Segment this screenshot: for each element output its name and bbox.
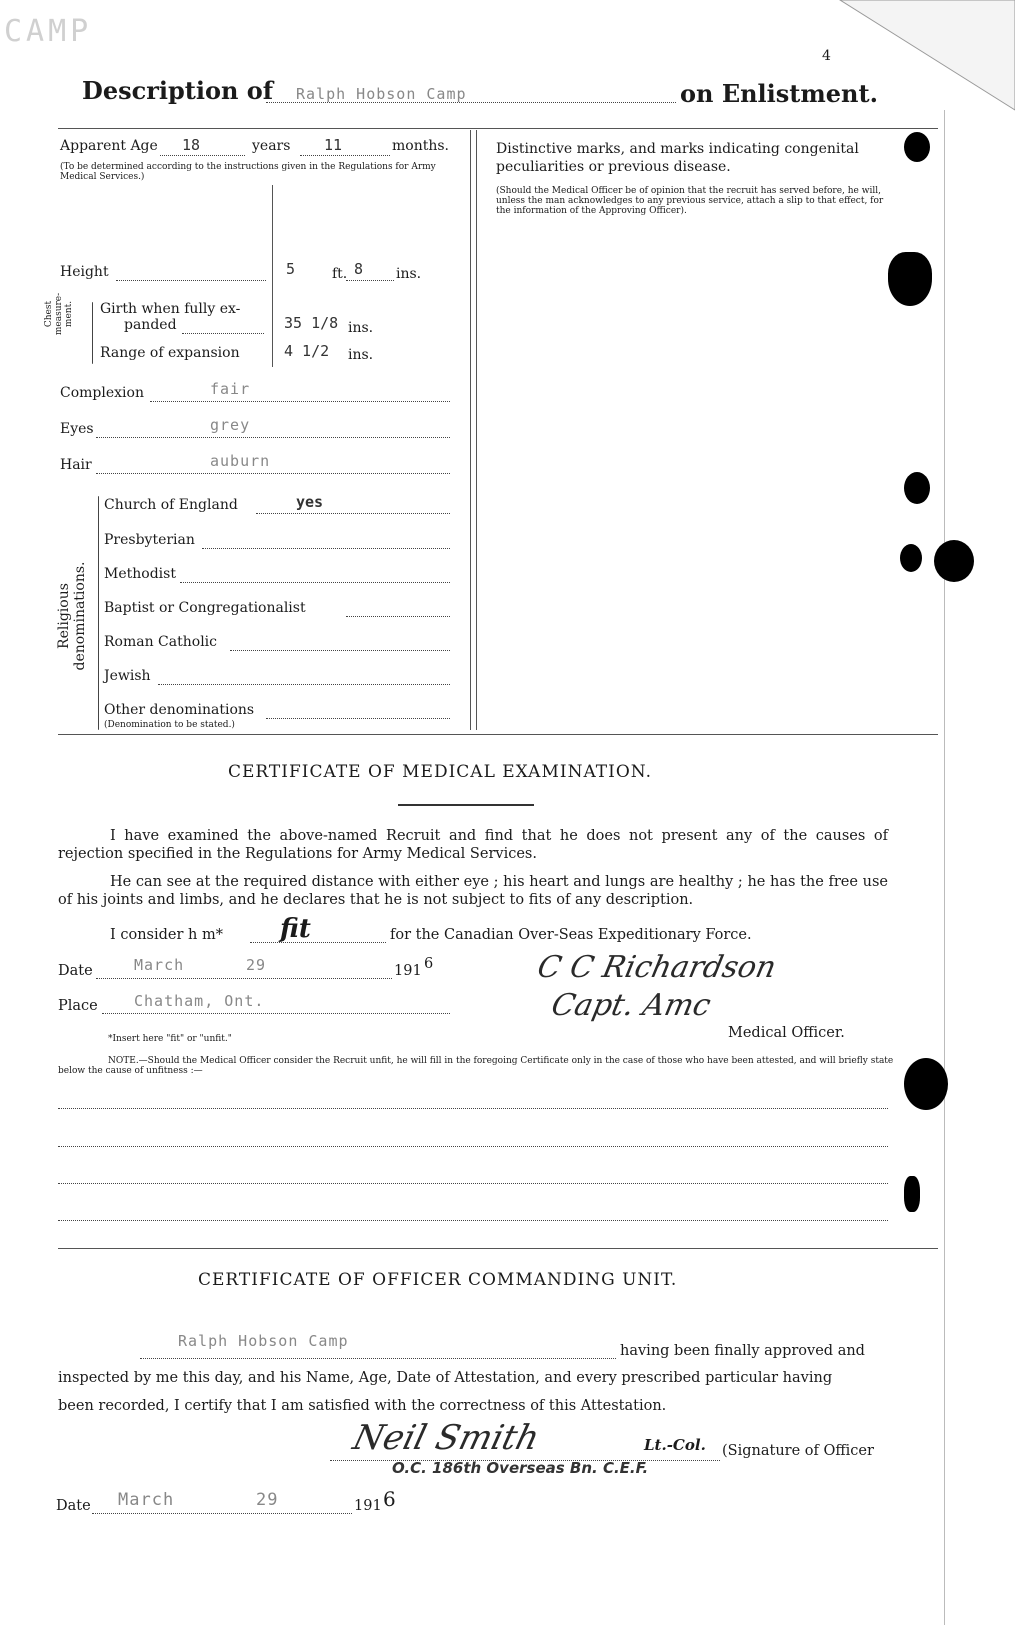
officer-unit-stamp: O.C. 186th Overseas Bn. C.E.F. [392, 1459, 649, 1477]
unfitness-line [58, 1183, 888, 1184]
complexion-value: fair [210, 380, 251, 398]
medical-para-2: He can see at the required distance with either eye ; his heart and lungs are healthy ; he has the free use of his joints and limbs, and he declares that he is not subject to fits of any description. [58, 874, 888, 908]
unfitness-line [58, 1220, 888, 1221]
religion-line [266, 718, 450, 719]
religion-line [202, 548, 450, 549]
age-months-label: months. [392, 138, 449, 154]
faded-stamp: CAMP [4, 14, 93, 49]
eyes-line [96, 437, 450, 438]
religion-item-label: Baptist or Congregationalist [104, 600, 306, 616]
officer-rank: Lt.-Col. [644, 1436, 706, 1454]
religion-item-value: yes [296, 493, 324, 511]
girth-value: 35 1/8 [284, 314, 339, 332]
binder-hole [904, 1058, 948, 1110]
officer-date-year-digit: 6 [383, 1487, 396, 1511]
consider-value: fit [280, 914, 311, 944]
age-note: (To be determined according to the instructions given in the Regulations for Army Medical Services.) [60, 162, 436, 182]
height-in-label: ins. [396, 266, 422, 282]
chest-side-label: Chest measure-ment. [44, 292, 74, 336]
complexion-line [150, 401, 450, 402]
form-top-border [58, 128, 938, 129]
medical-signature: C C Richardson [534, 950, 780, 985]
recruit-name: Ralph Hobson Camp [296, 85, 467, 103]
page-right-edge [944, 110, 945, 1625]
religion-brace [98, 496, 99, 730]
column-divider [470, 130, 471, 730]
hair-value: auburn [210, 452, 271, 470]
religion-item-label: Other denominations [104, 702, 255, 718]
binder-hole [904, 472, 930, 504]
officer-signature: Neil Smith [349, 1418, 544, 1458]
officer-name-line [140, 1358, 616, 1359]
religion-line [346, 616, 450, 617]
officer-line-3: been recorded, I certify that I am satisfied with the correctness of this Attestation. [58, 1398, 667, 1414]
medical-date-label: Date [58, 963, 93, 979]
religion-item-label: Methodist [104, 566, 176, 582]
girth-line [182, 333, 264, 334]
age-months-line [300, 155, 390, 156]
religion-line [158, 684, 450, 685]
age-months-value: 11 [324, 136, 343, 154]
binder-hole [900, 544, 922, 572]
religion-side-label: Religious denominations. [56, 561, 88, 671]
medical-para-1: I have examined the above-named Recruit and find that he does not present any of the causes of rejection specified in the Regulations for Army Medical Services. [58, 828, 888, 862]
eyes-value: grey [210, 416, 251, 434]
height-ft-value: 5 [286, 260, 296, 278]
place-label: Place [58, 998, 98, 1014]
officer-date-day: 29 [256, 1490, 279, 1510]
binder-hole [888, 252, 932, 306]
age-years-line [160, 155, 245, 156]
girth-label-2: panded [124, 317, 177, 333]
range-value: 4 1/2 [284, 342, 330, 360]
binder-hole [904, 132, 930, 162]
height-line [116, 280, 266, 281]
section-divider [58, 734, 938, 735]
age-label: Apparent Age [60, 138, 158, 154]
measure-divider [272, 185, 273, 367]
medical-date-day: 29 [246, 956, 267, 974]
hair-line [96, 473, 450, 474]
range-label: Range of expansion [100, 345, 240, 361]
consider-prefix: I consider h m* [110, 927, 223, 943]
age-years-label: years [252, 138, 291, 154]
officer-date-line [92, 1513, 352, 1514]
medical-heading-rule [398, 804, 534, 806]
religion-item-label: Presbyterian [104, 532, 195, 548]
medical-officer-title: Medical Officer. [728, 1025, 845, 1041]
height-in-value: 8 [354, 260, 364, 278]
page-mark: 4 [822, 48, 831, 64]
unfitness-line [58, 1108, 888, 1109]
complexion-label: Complexion [60, 385, 144, 401]
religion-item-label: Roman Catholic [104, 634, 217, 650]
religion-line [230, 650, 450, 651]
section-divider [58, 1248, 938, 1249]
religion-line [180, 582, 450, 583]
officer-recruit-name: Ralph Hobson Camp [178, 1332, 349, 1350]
range-unit: ins. [348, 347, 374, 363]
age-years-value: 18 [182, 136, 201, 154]
title-prefix: Description of [82, 76, 274, 105]
unfit-note: NOTE.—Should the Medical Officer consider the Recruit unfit, he will fill in the foregoing Certificate only in the case of those who have been attested, and will briefly state below the cause of unfitness :— [58, 1056, 894, 1076]
religion-other-note: (Denomination to be stated.) [104, 720, 235, 730]
insert-note: *Insert here "fit" or "unfit." [108, 1034, 232, 1044]
officer-line-2: inspected by me this day, and his Name, Age, Date of Attestation, and every prescribed particular having [58, 1370, 833, 1386]
hair-label: Hair [60, 457, 92, 473]
unfitness-line [58, 1146, 888, 1147]
officer-line-1-suffix: having been finally approved and [620, 1343, 865, 1359]
chest-brace [92, 302, 93, 364]
medical-date-line [96, 978, 392, 979]
girth-label-1: Girth when fully ex- [100, 301, 241, 317]
officer-signature-label: (Signature of Officer [722, 1443, 874, 1459]
place-value: Chatham, Ont. [134, 992, 265, 1010]
medical-date-month: March [134, 956, 185, 974]
height-in-line [346, 280, 394, 281]
title-suffix: on Enlistment. [680, 79, 878, 108]
place-line [102, 1013, 450, 1014]
consider-line [250, 942, 386, 943]
medical-date-year-digit: 6 [424, 956, 434, 972]
distinctive-label: Distinctive marks, and marks indicating congenital peculiarities or previous disease. [496, 141, 859, 175]
column-divider-2 [476, 130, 477, 730]
medical-signature-rank: Capt. Amc [548, 988, 714, 1023]
eyes-label: Eyes [60, 421, 94, 437]
distinctive-note: (Should the Medical Officer be of opinion that the recruit has served before, he will, unless the man acknowledges to any previous service, attach a slip to that effect, for the information of the Approving Officer). [496, 186, 884, 216]
religion-item-label: Jewish [104, 668, 151, 684]
binder-hole [934, 540, 974, 582]
medical-date-year-prefix: 191 [394, 963, 422, 979]
officer-date-label: Date [56, 1498, 91, 1514]
officer-date-month: March [118, 1490, 175, 1510]
consider-suffix: for the Canadian Over-Seas Expeditionary Force. [390, 927, 752, 943]
religion-line [256, 513, 450, 514]
religion-item-label: Church of England [104, 497, 238, 513]
medical-heading: CERTIFICATE OF MEDICAL EXAMINATION. [228, 762, 652, 782]
girth-unit: ins. [348, 320, 374, 336]
height-ft-label: ft. [332, 266, 348, 282]
officer-date-year-prefix: 191 [354, 1498, 382, 1514]
officer-heading: CERTIFICATE OF OFFICER COMMANDING UNIT. [198, 1270, 678, 1290]
binder-hole [904, 1176, 920, 1212]
height-label: Height [60, 264, 109, 280]
